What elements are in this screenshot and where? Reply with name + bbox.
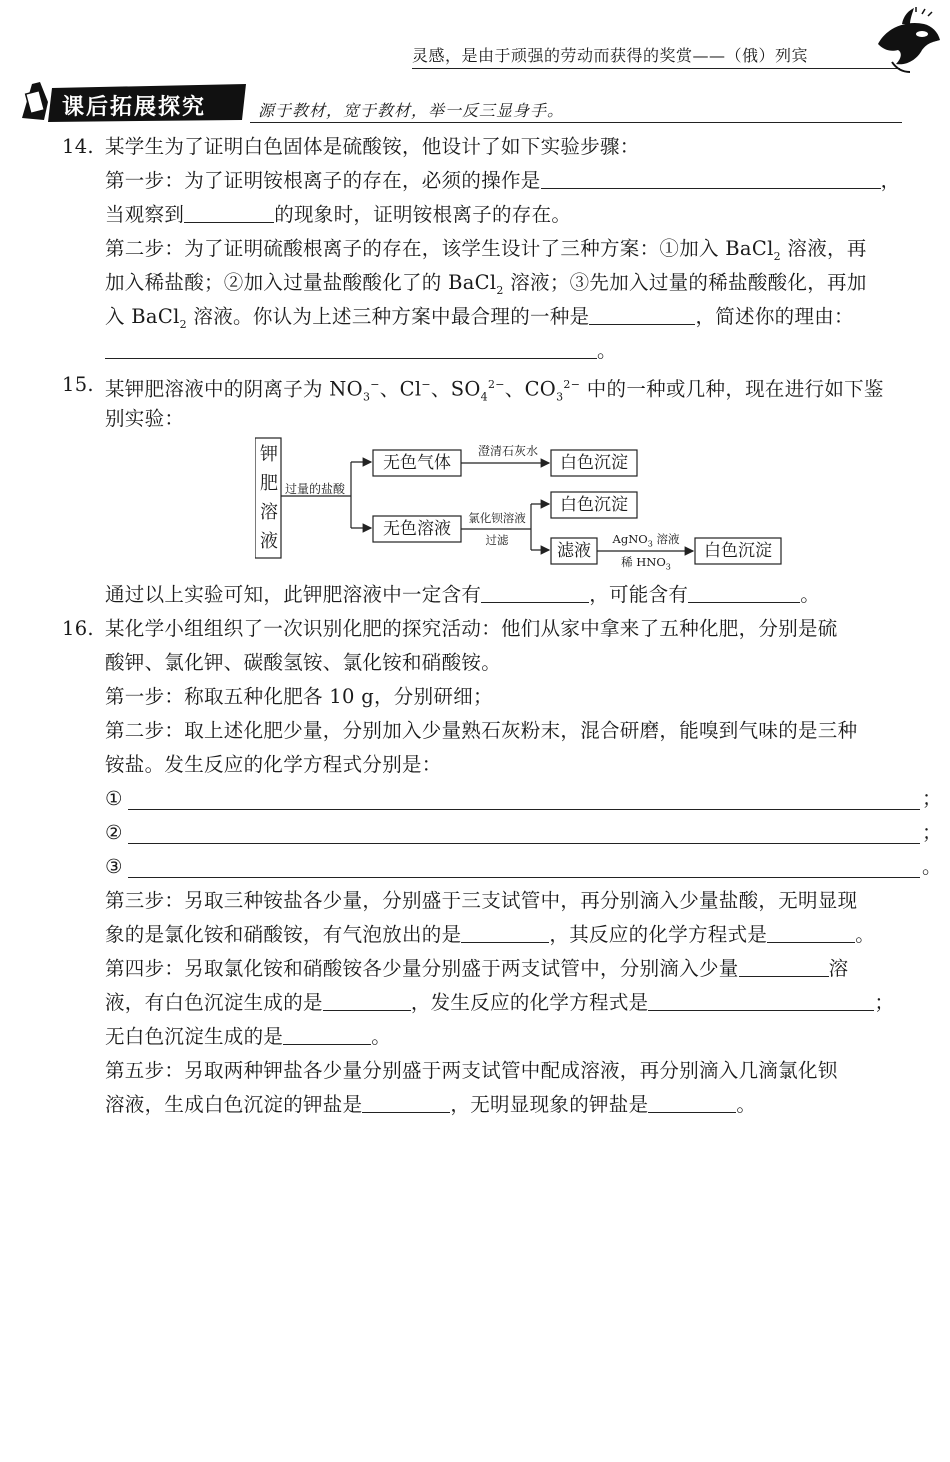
flow-start-box: 钾 肥 溶 液 [260, 444, 278, 552]
q15-blank-definite[interactable] [481, 580, 589, 603]
q16-step4-line1: 第四步：另取氯化铵和硝酸铵各少量分别盛于两支试管中，分别滴入少量 溶 [105, 954, 848, 984]
q16-step4-line2: 液，有白色沉淀生成的是 ，发生反应的化学方程式是 ； [105, 988, 894, 1018]
q16-blank-no-change-potassium[interactable] [648, 1090, 736, 1113]
section-title: 课后拓展探究 [62, 95, 207, 120]
flow-ppt1-box: 白色沉淀 [560, 453, 628, 473]
q16-eq3-blank[interactable] [128, 876, 920, 878]
q16-step3-line1: 第三步：另取三种铵盐各少量，分别盛于三支试管中，再分别滴入少量盐酸，无明显现 [105, 889, 858, 912]
flow-gas-arrow-label: 澄清石灰水 [477, 444, 538, 458]
q16-eq3-label: ③ [105, 855, 123, 878]
q16-step5-line1: 第五步：另取两种钾盐各少量分别盛于两支试管中配成溶液，再分别滴入几滴氯化钡 [105, 1059, 838, 1082]
q15-conclusion: 通过以上实验可知，此钾肥溶液中一定含有 ，可能含有 。 [105, 580, 820, 610]
q16-line1: 某化学小组组织了一次识别化肥的探究活动：他们从家中拿来了五种化肥，分别是硫 [105, 617, 838, 640]
flow-ppt3-box: 白色沉淀 [704, 541, 772, 561]
header-quote: 灵感，是由于顽强的劳动而获得的奖赏——（俄）列宾 [412, 44, 900, 69]
q14-step1-line2: 当观察到 的现象时，证明铵根离子的存在。 [105, 200, 571, 230]
q16-step4-line3: 无白色沉淀生成的是 。 [105, 1022, 391, 1052]
flow-filt-arrow-bottom: 稀 $HNO_3$ [621, 555, 671, 572]
slogan-underline [250, 122, 902, 123]
q14-blank-operation[interactable] [541, 166, 881, 189]
flow-gas-box: 无色气体 [383, 453, 451, 473]
q14-step2-line2: 加入稀盐酸；②加入过量盐酸酸化了的 BaCl$_2$ 溶液；③先加入过量的稀盐酸酸化，再加 [105, 271, 867, 297]
q16-eq1-label: ① [105, 787, 123, 810]
q16-blank-step3-equation[interactable] [767, 920, 855, 943]
q16-eq2-label: ② [105, 821, 123, 844]
q14-blank-best-plan[interactable] [589, 302, 695, 325]
q16-blank-ppt-salt[interactable] [323, 988, 411, 1011]
q15-number: 15. [62, 373, 94, 396]
flow-sol-arrow-bottom: 过滤 [485, 533, 509, 547]
q14-blank-phenomenon[interactable] [184, 200, 274, 223]
q16-blank-bubbling-salt[interactable] [461, 920, 549, 943]
flow-sol-arrow-top: 氯化钡溶液 [468, 511, 526, 525]
flow-ppt2-box: 白色沉淀 [560, 495, 628, 515]
section-slogan: 源于教材，宽于教材，举一反三显身手。 [258, 101, 565, 120]
q16-step3-line2: 象的是氯化铵和硝酸铵，有气泡放出的是 ，其反应的化学方程式是 。 [105, 920, 875, 950]
q16-blank-step4-equation[interactable] [648, 988, 874, 1011]
q14-step2-line3: 入 BaCl$_2$ 溶液。你认为上述三种方案中最合理的一种是 ，简述你的理由： [105, 302, 854, 340]
q16-eq1-end: ； [922, 787, 942, 810]
orca-mascot-icon [872, 6, 944, 78]
q16-eq1-blank[interactable] [128, 808, 920, 810]
q14-number: 14. [62, 135, 94, 158]
flow-solution-box: 无色溶液 [383, 519, 451, 539]
q16-eq3-end: 。 [922, 855, 942, 878]
q14-blank-reason[interactable] [105, 336, 597, 359]
q16-number: 16. [62, 617, 94, 640]
q16-eq2-blank[interactable] [128, 842, 920, 844]
flow-filtrate-box: 滤液 [557, 541, 591, 561]
flow-filt-arrow-top: AgNO$_3$ 溶液 [612, 532, 680, 549]
q16-blank-ppt-potassium[interactable] [362, 1090, 450, 1113]
q15-flow-diagram [255, 436, 795, 572]
q16-step1: 第一步：称取五种化肥各 10 g，分别研细； [105, 685, 493, 708]
q14-stem: 某学生为了证明白色固体是硫酸铵，他设计了如下实验步骤： [105, 135, 640, 158]
q14-step2-line4: 。 [105, 336, 617, 366]
q16-step5-line2: 溶液，生成白色沉淀的钾盐是 ，无明显现象的钾盐是 。 [105, 1090, 756, 1120]
q16-line2: 酸钾、氯化钾、碳酸氢铵、氯化铵和硝酸铵。 [105, 651, 502, 674]
q16-blank-no-ppt-salt[interactable] [283, 1022, 371, 1045]
q14-step2-line1: 第二步：为了证明硫酸根离子的存在，该学生设计了三种方案：①加入 BaCl$_2$ 溶液，再 [105, 237, 867, 263]
q16-blank-reagent[interactable] [739, 954, 829, 977]
q15-line1: 某钾肥溶液中的阴离子为 $NO_3^-$、Cl−、$SO_4^{2-}$、$CO_3^{2-}$ 中的一种或几种，现在进行如下鉴 [105, 377, 884, 404]
q15-blank-possible[interactable] [688, 580, 800, 603]
q16-step2-line2: 铵盐。发生反应的化学方程式分别是： [105, 753, 442, 776]
q15-line2: 别实验： [105, 407, 185, 430]
q16-eq2-end: ； [922, 821, 942, 844]
q16-step2-line1: 第二步：取上述化肥少量，分别加入少量熟石灰粉末，混合研磨，能嗅到气味的是三种 [105, 719, 858, 742]
flow-arrow1-label: 过量的盐酸 [285, 482, 346, 496]
q14-step1-line1: 第一步：为了证明铵根离子的存在，必须的操作是 ， [105, 166, 900, 196]
